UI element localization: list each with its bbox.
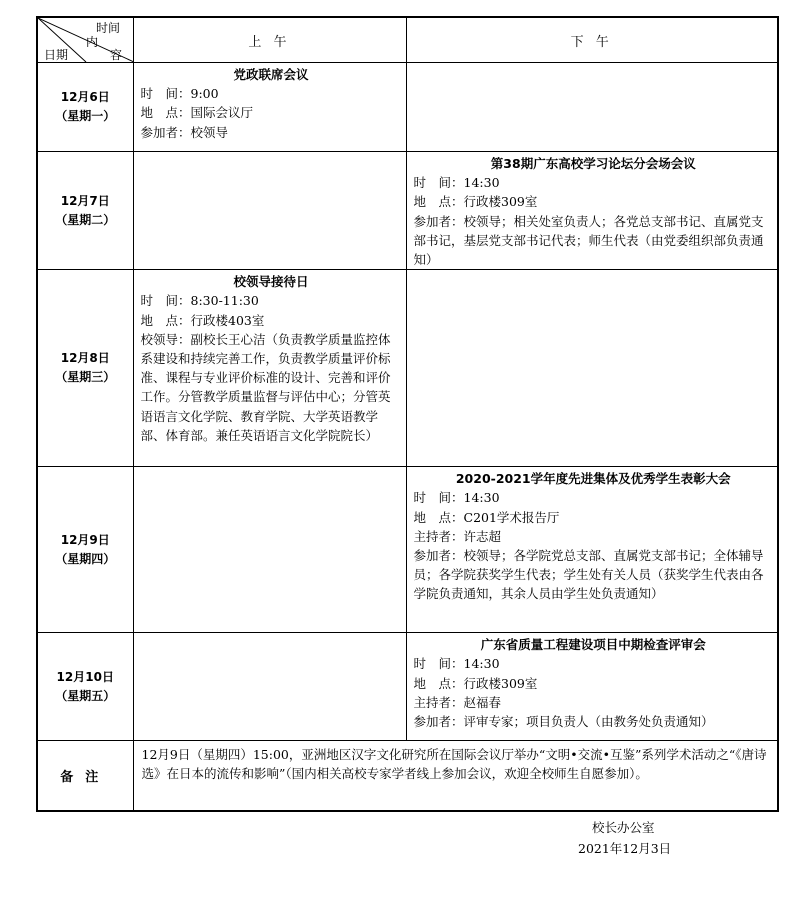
am-event-cell-empty bbox=[133, 633, 406, 741]
event-attendees: 参加者：校领导；各学院党总支部、直属党支部书记；全体辅导员；各学院获奖学生代表；学生处有关人员（获奖学生代表由各学院负责通知，其余人员由学生处负责通知） bbox=[413, 548, 764, 602]
schedule-table bbox=[36, 16, 779, 812]
weekday-label: （星期二） bbox=[55, 212, 116, 227]
diag-time-label: 时间 bbox=[96, 21, 121, 35]
pm-event-cell bbox=[406, 467, 778, 633]
event-location: 地 点：行政楼309室 bbox=[413, 675, 538, 691]
remarks-label: 备注 bbox=[37, 741, 133, 811]
date-label: 12月7日 bbox=[60, 193, 110, 208]
am-event-cell bbox=[133, 63, 406, 152]
event-host: 主持者：许志超 bbox=[413, 528, 502, 544]
event-title: 2020-2021学年度先进集体及优秀学生表彰大会 bbox=[455, 471, 731, 487]
pm-event-cell-empty bbox=[406, 63, 778, 152]
event-location: 地 点：行政楼403室 bbox=[140, 312, 265, 328]
event-attendees: 参加者：校领导；相关处室负责人；各党总支部书记、直属党支部书记，基层党支部书记代表；师生代表（由党委组织部负责通知） bbox=[413, 213, 764, 268]
event-time: 时 间：8:30-11:30 bbox=[140, 293, 259, 309]
date-cell bbox=[37, 63, 133, 152]
event-attendees: 参加者：评审专家；项目负责人（由教务处负责通知） bbox=[413, 714, 714, 730]
weekday-label: （星期五） bbox=[55, 688, 116, 703]
schedule-row bbox=[37, 467, 778, 633]
event-time: 时 间：9:00 bbox=[140, 86, 219, 102]
pm-header: 下 午 bbox=[406, 17, 778, 63]
date-cell bbox=[37, 633, 133, 741]
event-time: 时 间：14:30 bbox=[413, 490, 500, 506]
weekday-label: （星期一） bbox=[55, 109, 116, 123]
event-host: 校领导：副校长王心洁（负责教学质量监控体系建设和持续完善工作，负责教学质量评价标准、课程与专业评价标准的设计、完善和评价工作。分管教学质量监督与评估中心；分管英语语言文化学院、教育学院、大学英语教学部、体育部。兼任英语语言文化学院院长） bbox=[140, 331, 391, 443]
am-header: 上 午 bbox=[133, 17, 406, 63]
date-cell bbox=[37, 270, 133, 467]
remarks-text: 12月9日（星期四）15:00，亚洲地区汉字文化研究所在国际会议厅举办“文明•交流•互鉴”系列学术活动之“《唐诗选》在日本的流传和影响”（国内相关高校专家学者线上参加会议，欢迎全校师生自愿参加）。 bbox=[133, 741, 778, 811]
am-event-cell-empty bbox=[133, 467, 406, 633]
signature-date: 2021年12月3日 bbox=[578, 841, 672, 856]
date-label: 12月6日 bbox=[60, 90, 110, 104]
event-title: 第38期广东高校学习论坛分会场会议 bbox=[490, 156, 696, 171]
schedule-row bbox=[37, 152, 778, 270]
event-attendees: 参加者：校领导 bbox=[140, 124, 229, 140]
date-cell bbox=[37, 467, 133, 633]
event-title: 校领导接待日 bbox=[233, 274, 309, 290]
event-time: 时 间：14:30 bbox=[413, 656, 500, 672]
pm-event-cell bbox=[406, 152, 778, 270]
diag-date-label: 日期 bbox=[44, 48, 69, 62]
schedule-row bbox=[37, 63, 778, 152]
event-host: 主持者：赵福春 bbox=[413, 694, 502, 710]
header-row bbox=[37, 17, 778, 63]
event-location: 地 点：行政楼309室 bbox=[413, 194, 538, 210]
diag-content-label-1: 内 bbox=[86, 35, 99, 49]
event-location: 地 点：国际会议厅 bbox=[140, 105, 254, 121]
date-label: 12月9日 bbox=[60, 532, 110, 547]
signature-office: 校长办公室 bbox=[592, 820, 655, 835]
event-title: 党政联席会议 bbox=[233, 67, 309, 82]
am-event-cell bbox=[133, 270, 406, 467]
diagonal-header-cell bbox=[37, 17, 133, 63]
event-title: 广东省质量工程建设项目中期检查评审会 bbox=[480, 637, 706, 653]
weekday-label: （星期三） bbox=[55, 370, 116, 385]
diag-content-label-2: 容 bbox=[110, 48, 123, 62]
pm-event-cell-empty bbox=[406, 270, 778, 467]
event-time: 时 间：14:30 bbox=[413, 175, 500, 191]
remarks-row bbox=[37, 741, 778, 811]
schedule-row bbox=[37, 270, 778, 467]
event-location: 地 点：C201学术报告厅 bbox=[413, 509, 560, 525]
am-event-cell-empty bbox=[133, 152, 406, 270]
weekday-label: （星期四） bbox=[55, 551, 116, 566]
date-cell bbox=[37, 152, 133, 270]
date-label: 12月10日 bbox=[56, 669, 114, 684]
pm-event-cell bbox=[406, 633, 778, 741]
date-label: 12月8日 bbox=[60, 351, 110, 366]
schedule-row bbox=[37, 633, 778, 741]
